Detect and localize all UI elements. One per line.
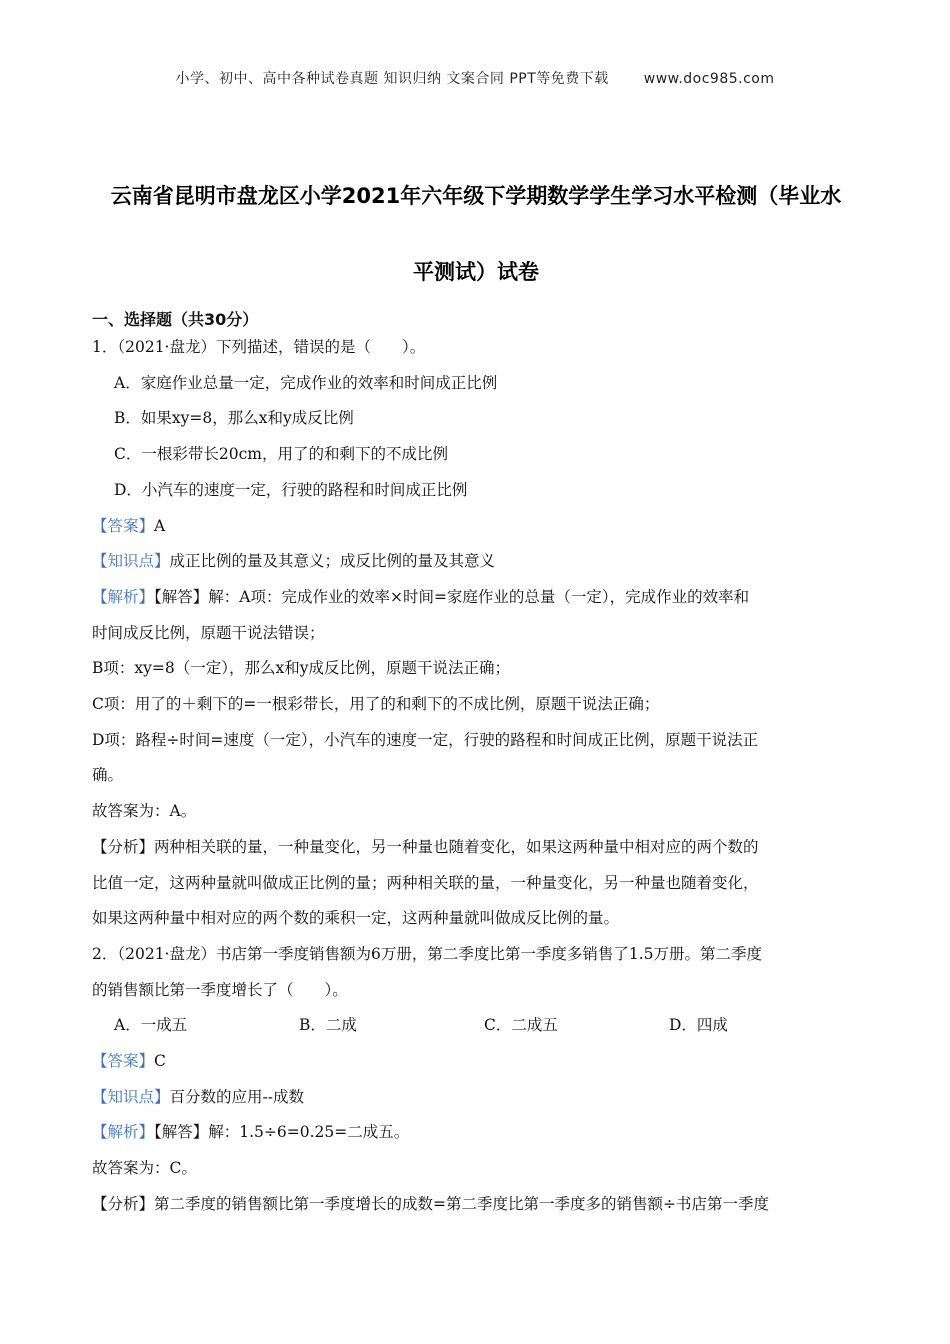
q2-options	[92, 1008, 854, 1044]
knowledge-tag: 【知识点】	[92, 552, 170, 571]
q1-option-b: B．如果xy=8，那么x和y成反比例	[114, 409, 354, 428]
doc-title-line-1: 云南省昆明市盘龙区小学2021年六年级下学期数学学生学习水平检测（毕业水	[110, 184, 842, 208]
section-heading: 一、选择题（共30分）	[92, 310, 259, 329]
solution-tag: 【解析】	[92, 1123, 155, 1142]
q1-solution-line: 确。	[92, 766, 124, 785]
q1-knowledge	[92, 544, 854, 580]
q1-analysis-line: 【分析】两种相关联的量，一种量变化，另一种量也随着变化，如果这两种量中相对应的两个数的	[92, 837, 759, 856]
q2-solution-text: 【解答】解：1.5÷6=0.25=二成五。	[154, 1123, 410, 1142]
q2-answer-value: C	[154, 1052, 166, 1071]
page-header	[0, 68, 950, 88]
answer-tag: 【答案】	[92, 1052, 155, 1071]
answer-tag: 【答案】	[92, 516, 155, 535]
q2-option-d: D．四成	[669, 1016, 728, 1035]
q1-option-c: C．一根彩带长20cm，用了的和剩下的不成比例	[114, 445, 448, 464]
q1-answer-value: A	[154, 516, 166, 535]
knowledge-tag: 【知识点】	[92, 1087, 170, 1106]
q1-solution-line: 故答案为：A。	[92, 802, 197, 821]
q1-solution-line	[92, 580, 854, 616]
q1-solution-line: B项：xy=8（一定），那么x和y成反比例，原题干说法正确；	[92, 659, 510, 678]
q1-analysis-line: 如果这两种量中相对应的两个数的乘积一定，这两种量就叫做成反比例的量。	[92, 909, 620, 928]
q2-knowledge-text: 百分数的应用--成数	[169, 1087, 304, 1106]
q2-option-a: A．一成五	[114, 1016, 188, 1035]
q1-solution-line: 时间成反比例，原题干说法错误；	[92, 623, 325, 642]
q2-option-b: B．二成	[299, 1016, 357, 1035]
q2-solution-line	[92, 1115, 854, 1151]
q1-option-d: D．小汽车的速度一定，行驶的路程和时间成正比例	[114, 480, 468, 499]
q2-stem-line: 的销售额比第一季度增长了（ ）。	[92, 980, 348, 999]
q1-stem: 1．（2021·盘龙）下列描述，错误的是（ ）。	[92, 338, 426, 356]
q2-answer	[92, 1044, 854, 1080]
question-body	[92, 330, 854, 1223]
q1-answer	[92, 509, 854, 545]
header-site[interactable]: www.doc985.com	[643, 71, 775, 87]
q2-stem-line: 2．（2021·盘龙）书店第一季度销售额为6万册，第二季度比第一季度多销售了1.5万册。第二季度	[92, 944, 762, 963]
doc-title-line-2: 平测试）试卷	[413, 260, 539, 284]
header-text: 小学、初中、高中各种试卷真题 知识归纳 文案合同 PPT等免费下载	[175, 71, 609, 87]
q2-analysis: 【分析】第二季度的销售额比第一季度增长的成数=第二季度比第一季度多的销售额÷书店第一季度	[92, 1194, 769, 1213]
q1-analysis-line: 比值一定，这两种量就叫做成正比例的量；两种相关联的量，一种量变化，另一种量也随着变化，	[92, 873, 759, 892]
q2-knowledge	[92, 1080, 854, 1116]
q1-solution-text: 【解答】解：A项：完成作业的效率×时间=家庭作业的总量（一定），完成作业的效率和	[154, 587, 750, 606]
q1-solution-line: C项：用了的＋剩下的=一根彩带长，用了的和剩下的不成比例，原题干说法正确；	[92, 695, 660, 714]
solution-tag: 【解析】	[92, 587, 155, 606]
q1-option-a: A．家庭作业总量一定，完成作业的效率和时间成正比例	[114, 373, 498, 392]
q2-solution-line: 故答案为：C。	[92, 1159, 197, 1178]
q2-option-c: C．二成五	[484, 1016, 558, 1035]
q1-solution-line: D项：路程÷时间=速度（一定），小汽车的速度一定，行驶的路程和时间成正比例，原题干说法正	[92, 730, 759, 749]
q1-knowledge-text: 成正比例的量及其意义；成反比例的量及其意义	[169, 552, 496, 571]
